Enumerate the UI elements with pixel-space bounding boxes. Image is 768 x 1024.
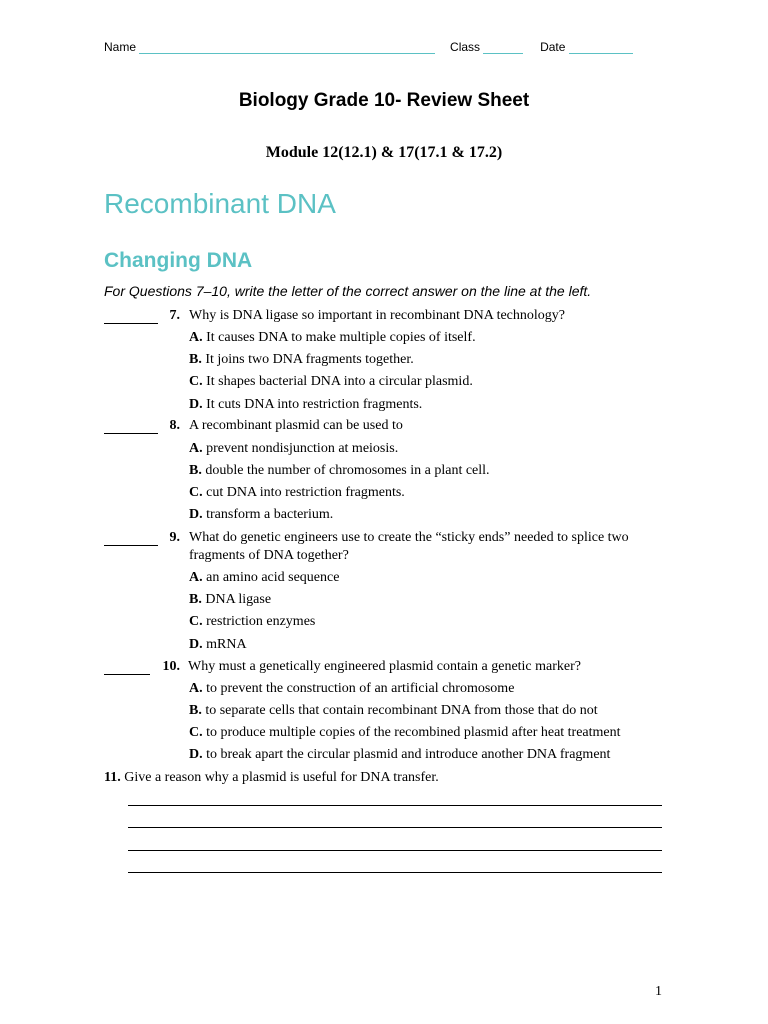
- option-c: C. cut DNA into restriction fragments.: [189, 485, 405, 500]
- option-a: A. prevent nondisjunction at meiosis.: [189, 441, 399, 456]
- instructions: For Questions 7–10, write the letter of the correct answer on the line at the left.: [104, 283, 592, 299]
- question-text: Why is DNA ligase so important in recombinant DNA technology?: [189, 308, 565, 323]
- class-field[interactable]: [483, 40, 523, 54]
- question-text: Give a reason why a plasmid is useful for DNA transfer.: [124, 770, 439, 785]
- answer-line-3[interactable]: [128, 850, 662, 851]
- answer-line-4[interactable]: [128, 872, 662, 873]
- class-label: Class: [450, 40, 481, 54]
- name-label: Name: [104, 40, 137, 54]
- option-a: A. an amino acid sequence: [189, 570, 340, 585]
- question-text-line-1: What do genetic engineers use to create the “sticky ends” needed to splice two: [189, 530, 629, 545]
- question-number: 10.: [162, 659, 180, 674]
- student-info-header: [104, 40, 633, 54]
- option-d: D. mRNA: [189, 637, 247, 652]
- subsection-title: Changing DNA: [104, 249, 253, 272]
- option-b: B. It joins two DNA fragments together.: [189, 352, 414, 367]
- page-number: 1: [655, 984, 662, 999]
- option-d: D. to break apart the circular plasmid and introduce another DNA fragment: [189, 747, 611, 762]
- option-c: C. It shapes bacterial DNA into a circular plasmid.: [189, 374, 473, 389]
- option-a: A. It causes DNA to make multiple copies of itself.: [189, 330, 476, 345]
- option-d: D. transform a bacterium.: [189, 507, 334, 522]
- name-field[interactable]: [139, 40, 435, 54]
- option-c: C. to produce multiple copies of the recombined plasmid after heat treatment: [189, 725, 621, 740]
- option-c: C. restriction enzymes: [189, 614, 316, 629]
- option-b: B. double the number of chromosomes in a plant cell.: [189, 463, 490, 478]
- question-11-text: [104, 770, 439, 786]
- date-label: Date: [540, 40, 566, 54]
- page-title: Biology Grade 10- Review Sheet: [238, 90, 530, 111]
- answer-line-2[interactable]: [128, 827, 662, 828]
- question-text-line-2: fragments of DNA together?: [189, 548, 349, 563]
- question-text: Why must a genetically engineered plasmid contain a genetic marker?: [188, 659, 582, 674]
- option-b: B. DNA ligase: [189, 592, 272, 607]
- answer-blank-10[interactable]: [104, 674, 150, 675]
- question-number: 11.: [104, 770, 121, 785]
- option-a: A. to prevent the construction of an artificial chromosome: [189, 681, 515, 696]
- question-number: 7.: [169, 308, 180, 323]
- option-d: D. It cuts DNA into restriction fragments.: [189, 397, 423, 412]
- answer-line-1[interactable]: [128, 805, 662, 806]
- question-number: 8.: [169, 418, 180, 433]
- question-number: 9.: [169, 530, 180, 545]
- section-title: Recombinant DNA: [104, 188, 336, 219]
- date-field[interactable]: [569, 40, 633, 54]
- question-text: A recombinant plasmid can be used to: [189, 418, 403, 433]
- option-b: B. to separate cells that contain recombinant DNA from those that do not: [189, 703, 598, 718]
- module-heading: Module 12(12.1) & 17(17.1 & 17.2): [265, 144, 503, 161]
